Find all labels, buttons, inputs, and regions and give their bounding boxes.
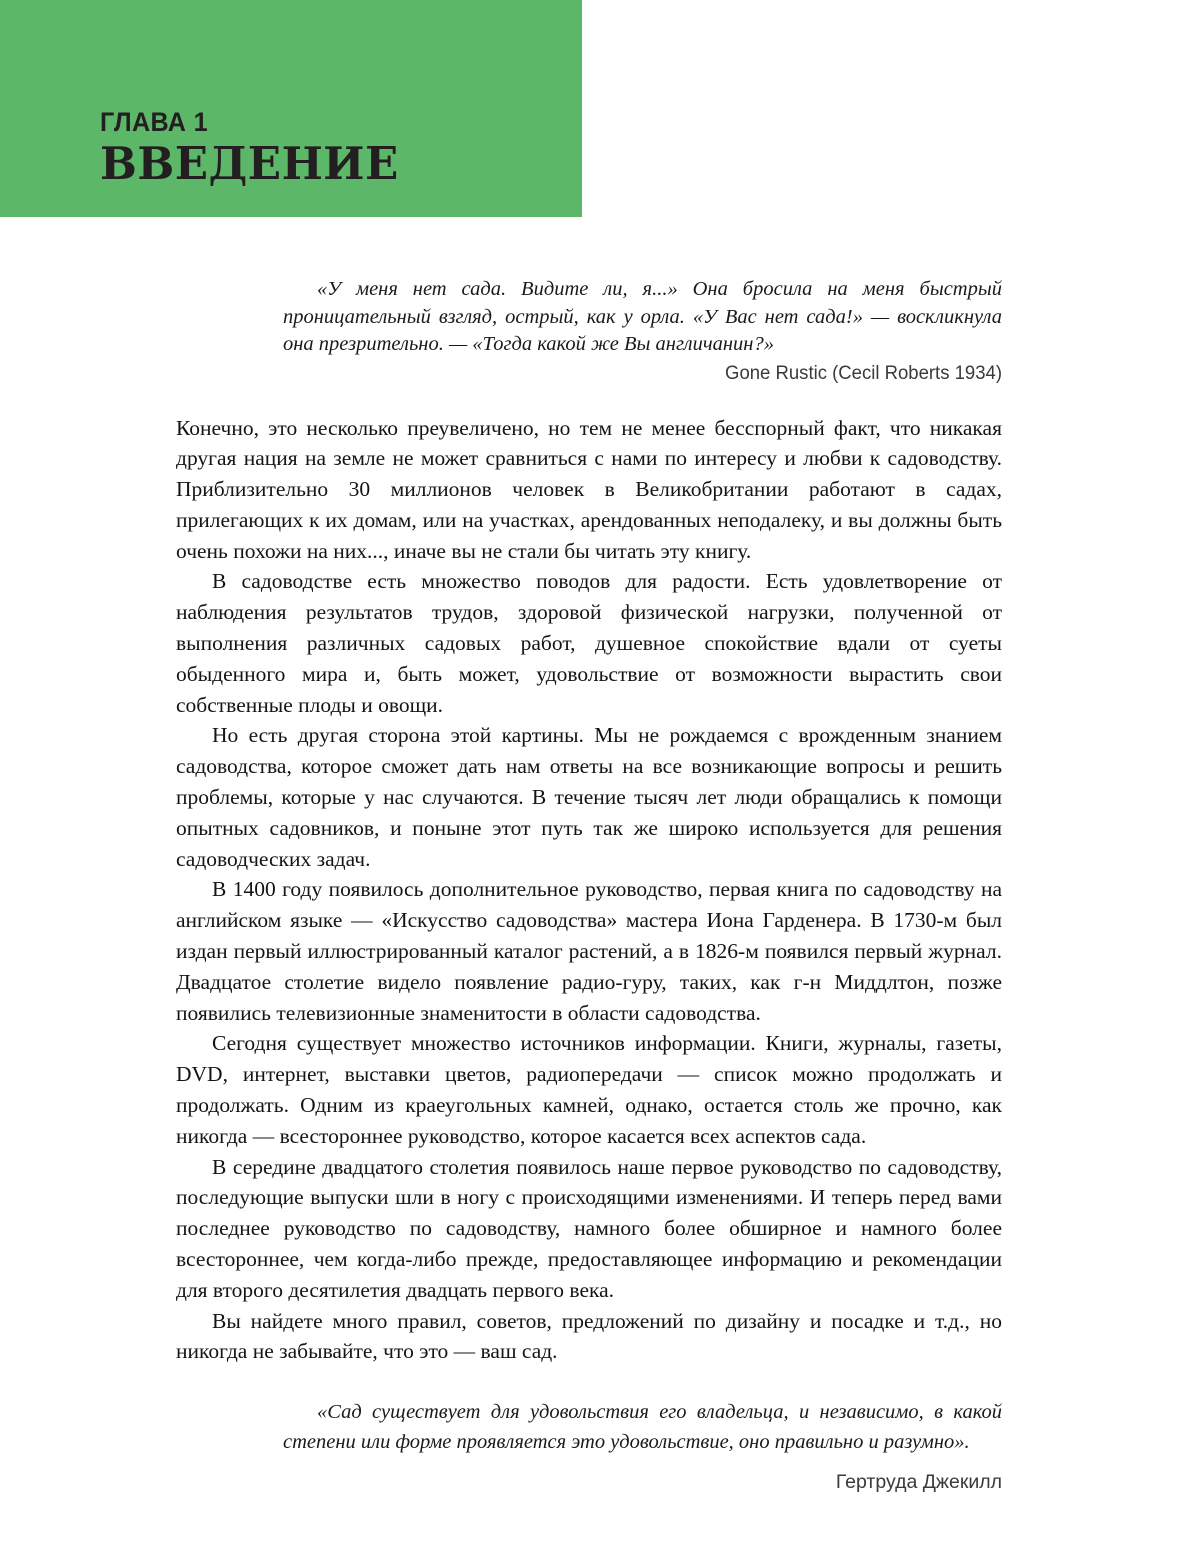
closing-quote-block [283,1397,1002,1496]
body-paragraph: В садоводстве есть множество поводов для радости. Есть удовлетворение от наблюдения результатов трудов, здоровой физической нагрузки, полученной от выполнения различных садовых работ, душевное спокойствие вдали от суеты обыденного мира и, быть может, удовольствие от возможности вырастить свои собственные плоды и овощи. [176,569,1002,717]
page-title: ВВЕДЕНИЕ [100,137,399,191]
body-paragraph: Вы найдете много правил, советов, предложений по дизайну и посадке и т.д., но никогда не забывайте, что это — ваш сад. [176,1308,1002,1364]
body-paragraph: В 1400 году появилось дополнительное руководство, первая книга по садоводству на английском языке — «Искусство садоводства» мастера Иона Гарденера. В 1730-м был издан первый иллюстрированный каталог растений, а в 1826-м появился первый журнал. Двадцатое столетие видело появление радио-гуру, таких, как г-н Миддлтон, позже появились телевизионные знаменитости в области садоводства. [176,877,1002,1025]
chapter-banner [0,0,582,217]
epigraph-block [283,276,1002,387]
closing-quote-text: «Сад существует для удовольствия его владельца, и независимо, в какой степени или форме проявляется это удовольствие, оно правильно и разумно». [283,1401,1002,1454]
closing-quote-author: Гертруда Джекилл [835,1471,1002,1494]
body-paragraph: Конечно, это несколько преувеличено, но тем не менее бесспорный факт, что никакая другая нация на земле не может сравниться с нами по интересу и любви к садоводству. Приблизительно 30 миллионов человек в Великобритании работают в садах, прилегающих к их домам, или на участках, арендованных неподалеку, и вы должны быть очень похожи на них..., иначе вы не стали бы читать эту книгу. [176,415,1002,563]
chapter-number-label: ГЛАВА 1 [100,107,208,137]
chapter-banner-text [100,107,408,191]
body-paragraph: В середине двадцатого столетия появилось наше первое руководство по садоводству, последующие выпуски шли в ногу с происходящими изменениями. И теперь перед вами последнее руководство по садоводству, намного более обширное и намного более всестороннее, чем когда-либо прежде, предоставляющее информацию и рекомендации для второго десятилетия двадцать первого века. [176,1154,1002,1302]
text-column [176,276,1002,1496]
body-paragraph: Сегодня существует множество источников информации. Книги, журналы, газеты, DVD, интернет, выставки цветов, радиопередачи — список можно продолжать и продолжать. Одним из краеугольных камней, однако, остается столь же прочно, как никогда — всестороннее руководство, которое касается всех аспектов сада. [176,1031,1002,1148]
epigraph-text: «У меня нет сада. Видите ли, я...» Она бросила на меня быстрый проницательный взгляд, острый, как у орла. «У Вас нет сада!» — воскликнула она презрительно. — «Тогда какой же Вы англичанин?» [283,278,1002,355]
epigraph-source: Gone Rustic (Cecil Roberts 1934) [725,361,1002,384]
body-paragraph: Но есть другая сторона этой картины. Мы не рождаемся с врожденным знанием садоводства, которое сможет дать нам ответы на все возникающие вопросы и решить проблемы, которые у нас случаются. В течение тысяч лет люди обращались к помощи опытных садовников, и поныне этот путь так же широко используется для решения садоводческих задач. [176,723,1002,871]
body-copy [176,413,1002,1368]
